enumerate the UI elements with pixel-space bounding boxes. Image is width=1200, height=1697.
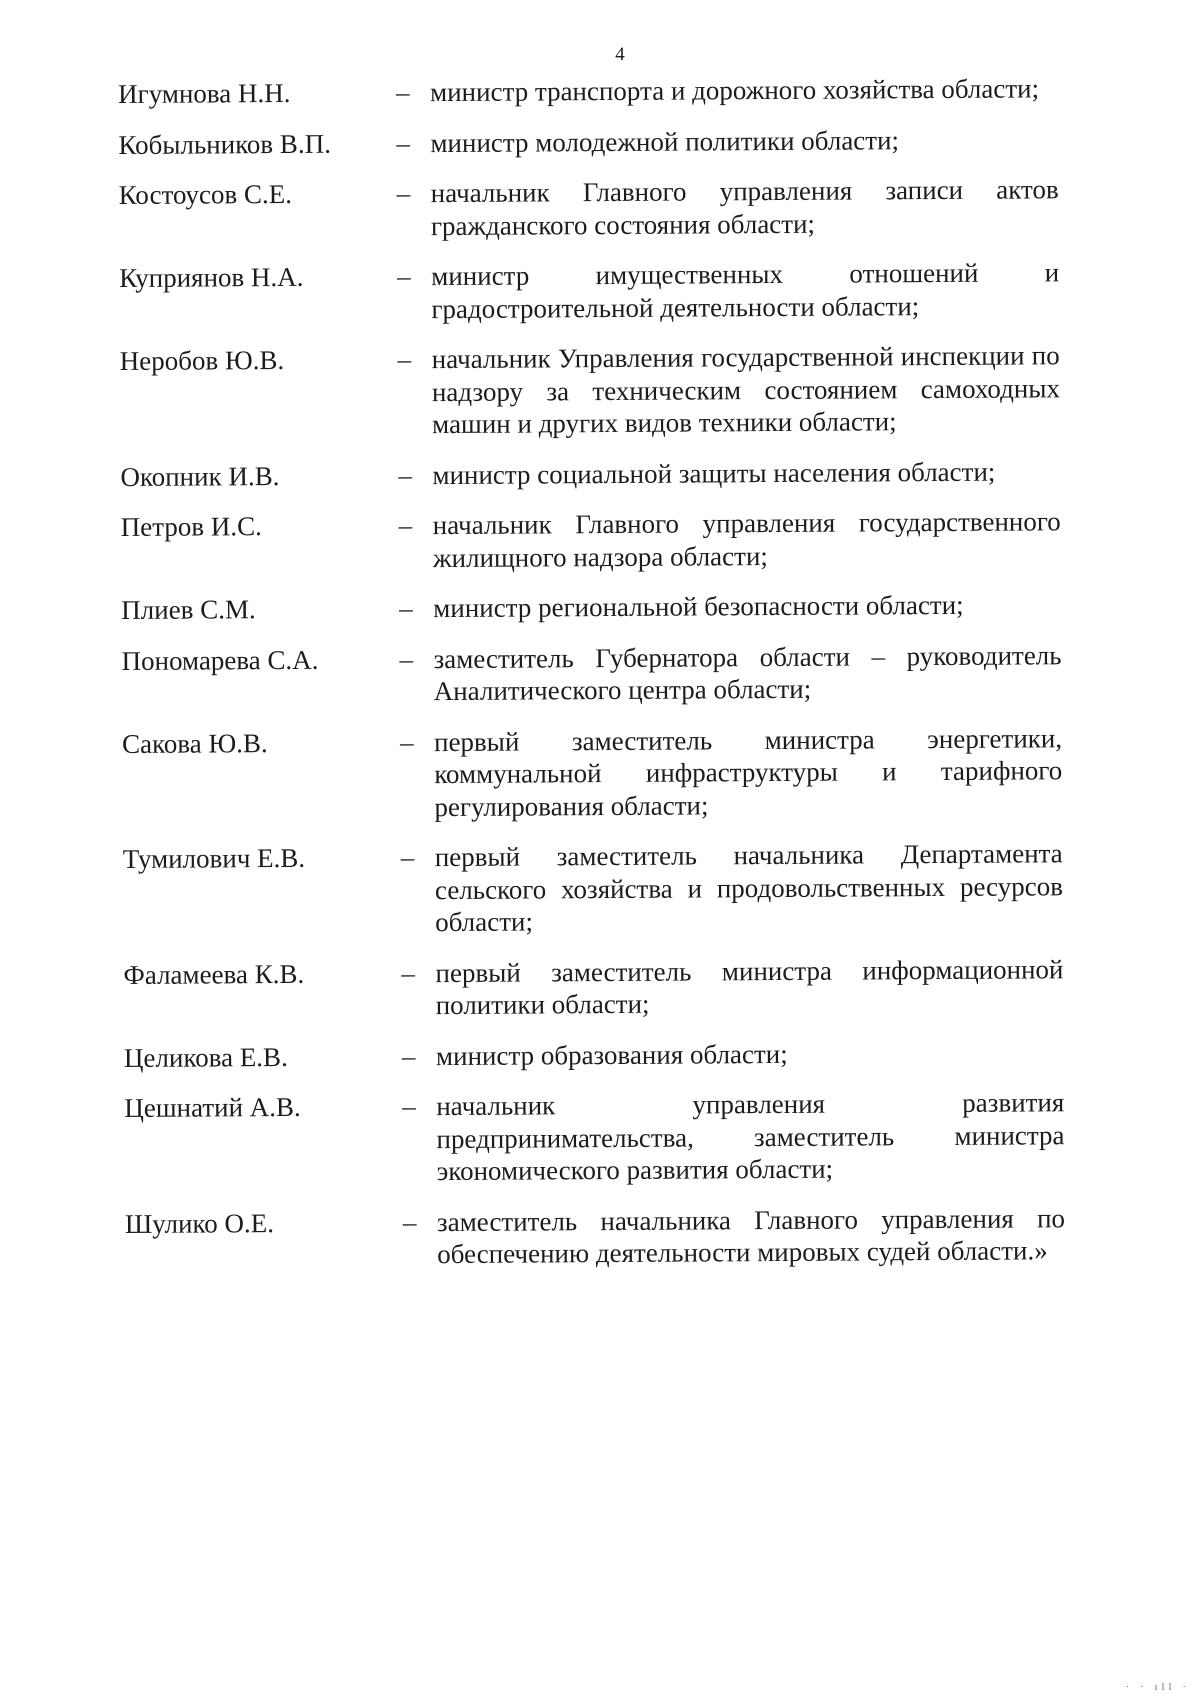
list-item: [125, 1202, 1065, 1273]
official-role: первый заместитель министра энергетики, коммунальной инфраструктуры и тарифного регулирования области;: [433, 722, 1063, 822]
page-number: 4: [615, 44, 625, 65]
official-name: Цешнатий А.В.: [124, 1091, 301, 1123]
official-name: Тумилович Е.В.: [122, 842, 306, 874]
official-role: министр имущественных отношений и градостроительной деятельности области;: [431, 257, 1060, 324]
list-item: [121, 588, 1061, 626]
official-role: министр социальной защиты населения области;: [432, 456, 996, 490]
official-role: начальник управления развития предпринимательства, заместитель министра экономического развития области;: [436, 1087, 1065, 1187]
dash-separator: –: [396, 77, 410, 108]
list-item: [118, 123, 1058, 161]
dash-separator: –: [398, 459, 413, 490]
list-item: [118, 72, 1058, 110]
official-role: министр региональной безопасности области;: [433, 589, 964, 624]
dash-separator: –: [402, 1206, 417, 1237]
list-item: [120, 455, 1060, 493]
official-role: начальник Главного управления государственного жилищного надзора области;: [432, 506, 1061, 573]
list-item: [120, 339, 1061, 442]
list-item: [123, 953, 1063, 1024]
dash-separator: –: [400, 842, 415, 873]
official-name: Неробов Ю.В.: [119, 344, 285, 376]
official-name: Петров И.С.: [120, 511, 262, 542]
official-name: Окопник И.В.: [120, 460, 280, 492]
official-role: министр транспорта и дорожного хозяйства области;: [430, 73, 1040, 108]
official-role: заместитель Губернатора области – руководитель Аналитического центра области;: [433, 639, 1062, 707]
list-item: [124, 1086, 1065, 1189]
official-role: начальник Управления государственной инспекции по надзору за техническим состоянием самоходных машин и других видов техники области;: [431, 340, 1061, 440]
list-item: [121, 505, 1061, 576]
list-item: [119, 173, 1059, 244]
dash-separator: –: [399, 726, 414, 757]
dash-separator: –: [401, 957, 416, 988]
dash-separator: –: [399, 643, 414, 674]
official-name: Пономарева С.А.: [121, 644, 319, 676]
list-item: [119, 256, 1059, 327]
dash-separator: –: [396, 127, 410, 158]
dash-separator: –: [397, 344, 412, 375]
list-item: [123, 837, 1064, 940]
list-item: [124, 1036, 1064, 1074]
dash-separator: –: [396, 178, 411, 209]
list-item: [122, 722, 1063, 825]
official-role: первый заместитель министра информационной политики области;: [435, 953, 1064, 1021]
dash-separator: –: [397, 261, 411, 292]
official-name: Кобыльников В.П.: [118, 128, 331, 160]
dash-separator: –: [398, 510, 413, 541]
official-name: Игумнова Н.Н.: [118, 77, 291, 109]
scan-artifact: · · ıll ·: [1125, 1681, 1190, 1693]
official-name: Куприянов Н.А.: [119, 261, 304, 293]
official-name: Шулико О.Е.: [124, 1207, 275, 1239]
official-role: министр образования области;: [435, 1038, 788, 1071]
list-item: [121, 639, 1061, 710]
official-name: Фаламеева К.В.: [123, 958, 305, 990]
official-name: Сакова Ю.В.: [121, 727, 268, 759]
officials-list: [118, 72, 1065, 1272]
official-role: начальник Главного управления записи актов гражданского состояния области;: [430, 174, 1059, 241]
official-name: Плиев С.М.: [121, 594, 256, 625]
official-role: первый заместитель начальника Департамента сельского хозяйства и продовольственных ресурсов области;: [434, 838, 1064, 938]
dash-separator: –: [401, 1040, 416, 1071]
official-name: Целикова Е.В.: [123, 1041, 288, 1073]
official-role: министр молодежной политики области;: [430, 124, 900, 158]
dash-separator: –: [402, 1091, 416, 1122]
dash-separator: –: [399, 593, 413, 624]
official-role: заместитель начальника Главного управления по обеспечению деятельности мировых судей области.»: [436, 1202, 1066, 1270]
official-name: Костоусов С.Е.: [118, 178, 293, 210]
